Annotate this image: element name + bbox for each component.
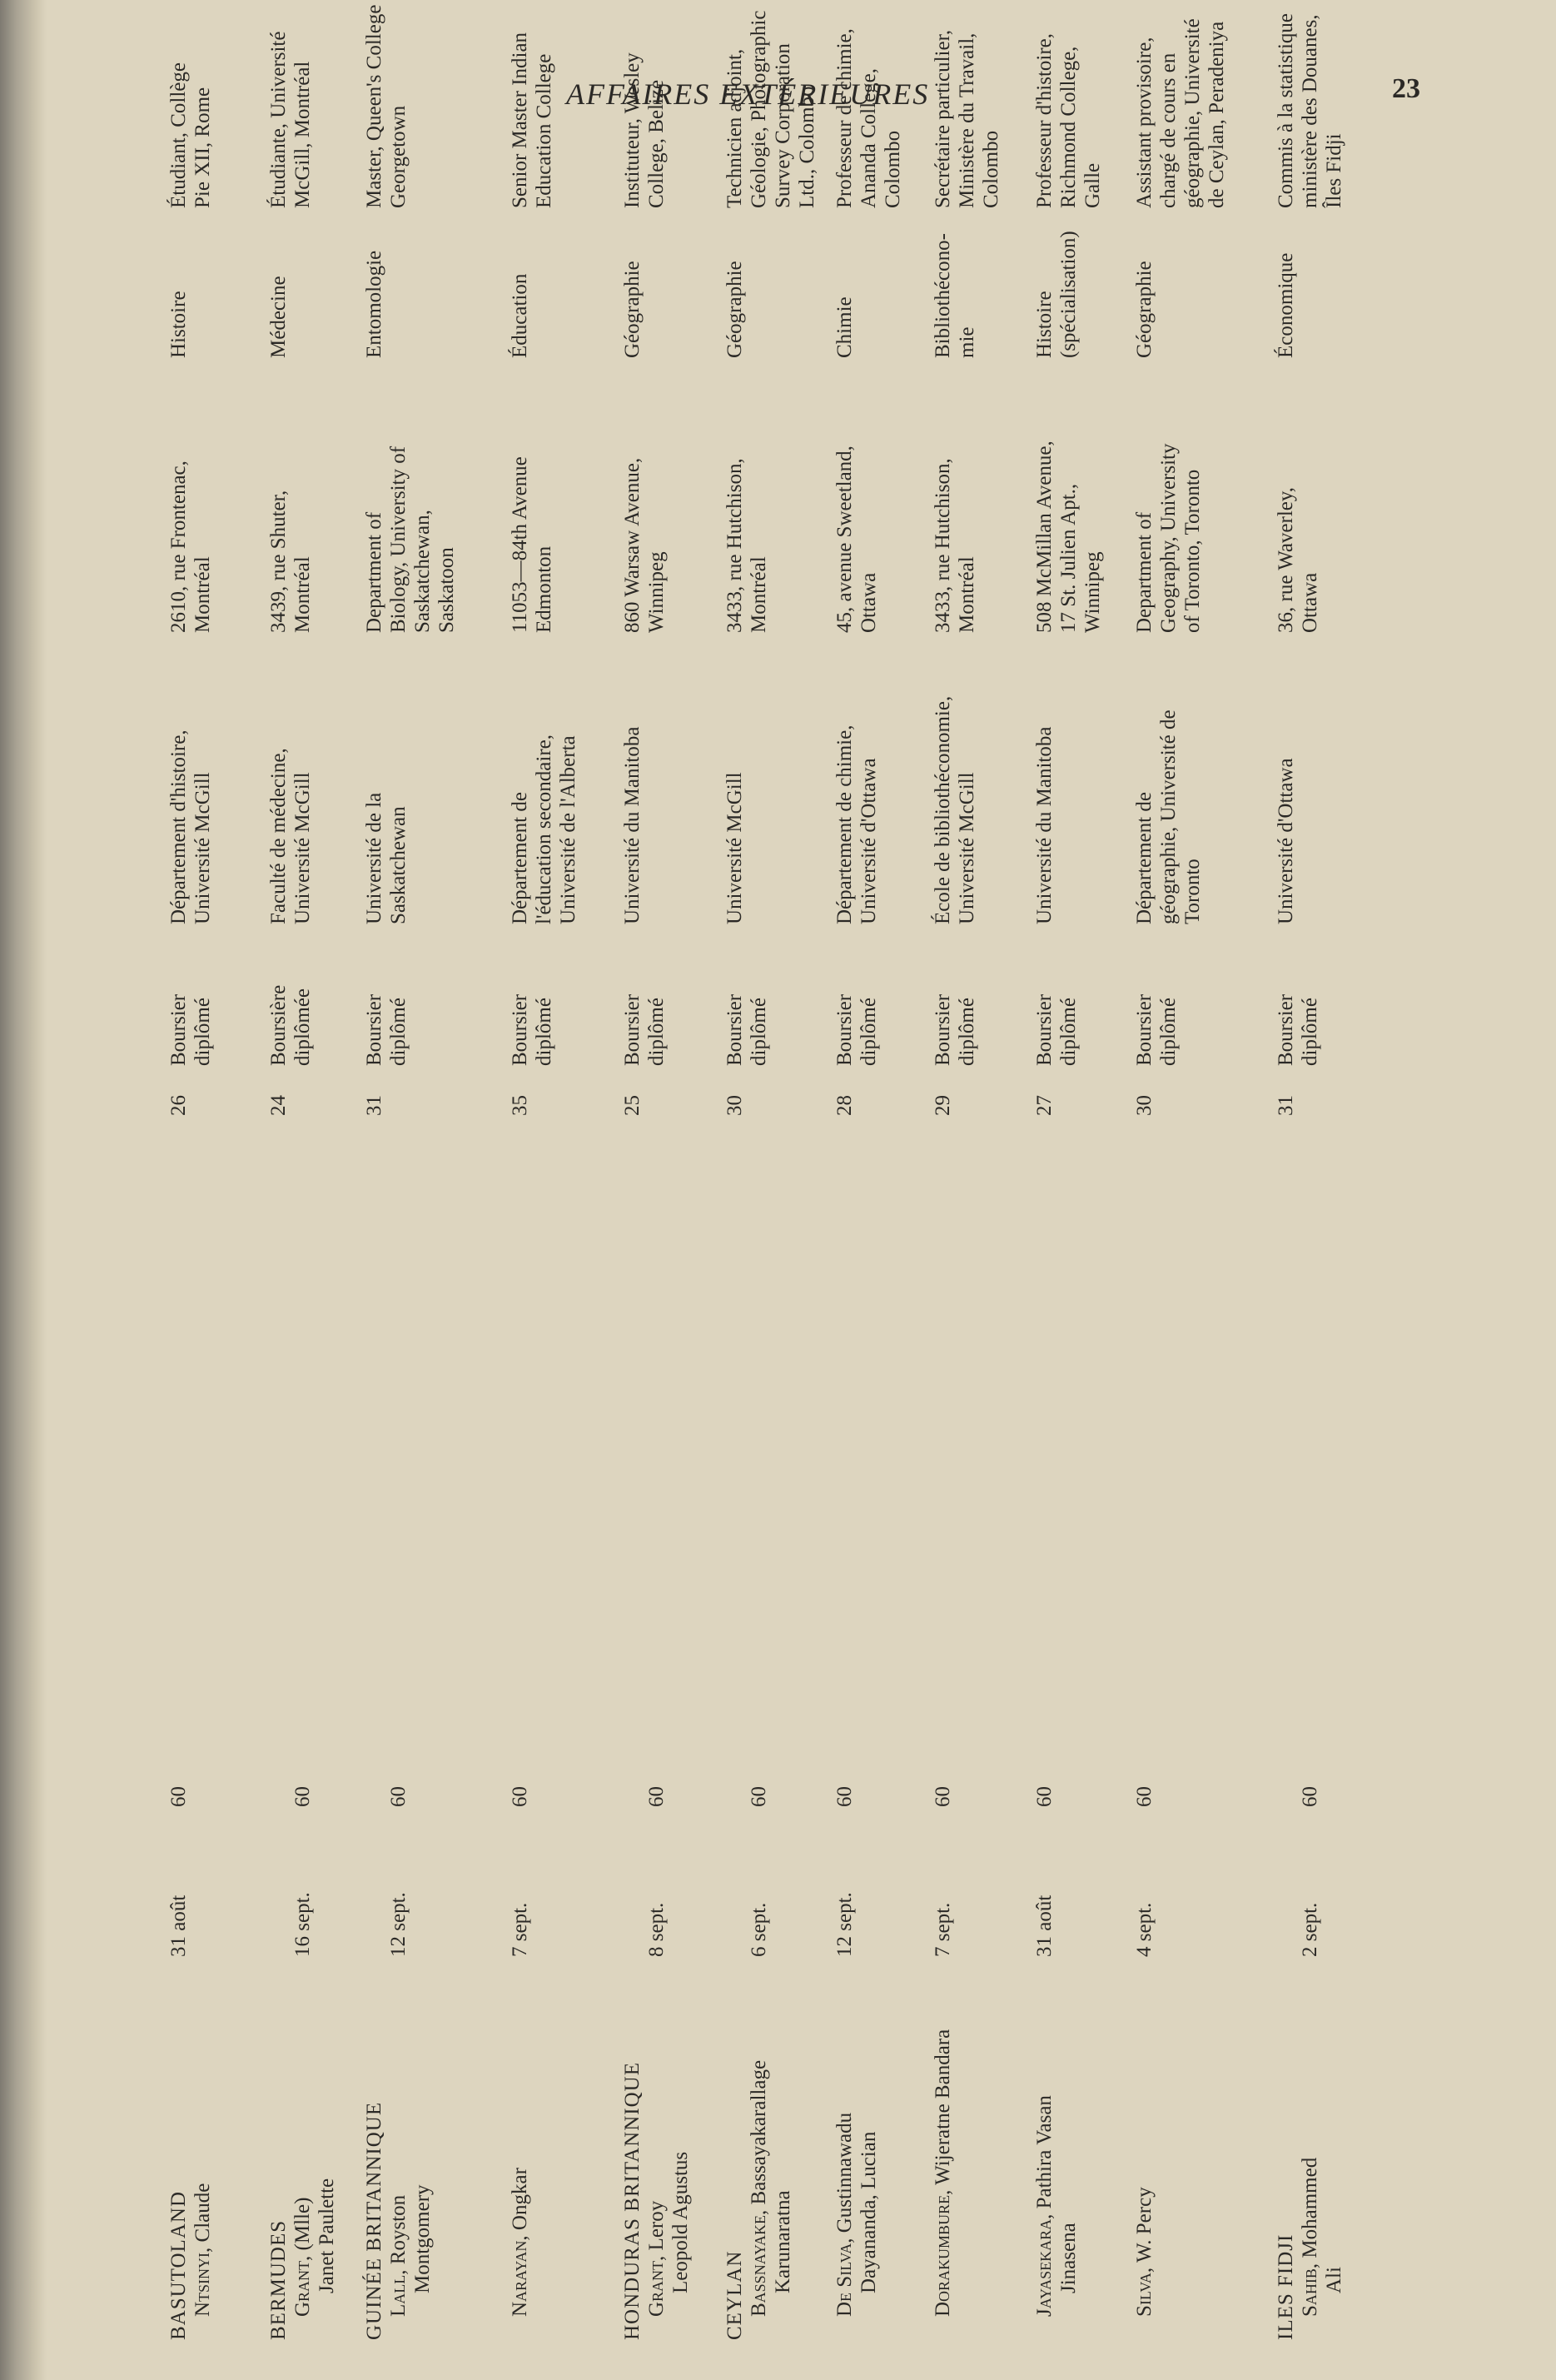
name-line: Narayan, Ongkar bbox=[509, 2168, 531, 2317]
occupation-line: Master, Queen's College bbox=[363, 4, 385, 208]
category bbox=[167, 994, 215, 1066]
category-line: diplômé bbox=[387, 998, 410, 1066]
table-row bbox=[362, 4, 487, 2340]
institution-line: géographie, Université de bbox=[1157, 710, 1180, 924]
category-line: Boursier bbox=[509, 993, 531, 1066]
address-line: 36, rue Waverley, bbox=[1275, 487, 1297, 633]
surname: Silva, bbox=[1133, 2267, 1156, 2317]
institution-line: Université d'Ottawa bbox=[1275, 758, 1297, 924]
field-of-study-line: Géographie bbox=[723, 261, 746, 358]
address-line: Geography, University bbox=[1157, 443, 1180, 633]
category-line: Boursier bbox=[363, 993, 385, 1066]
age: 35 bbox=[509, 1095, 531, 1116]
field-of-study-line: Bibliothécono- bbox=[932, 233, 954, 358]
institution bbox=[1132, 710, 1205, 924]
arrival-date: 16 sept. bbox=[291, 1892, 314, 1957]
duration: 60 bbox=[1299, 1786, 1321, 1807]
address-line: 11053—84th Avenue bbox=[509, 456, 531, 633]
field-of-study bbox=[1132, 261, 1156, 358]
name-line: Janet Paulette bbox=[316, 2178, 338, 2293]
field-of-study-line: mie bbox=[956, 326, 978, 358]
person-name bbox=[386, 2184, 435, 2340]
age: 26 bbox=[167, 1095, 190, 1116]
occupation-line: Education College bbox=[533, 53, 555, 208]
institution bbox=[362, 793, 410, 924]
arrival-date: 8 sept. bbox=[645, 1902, 668, 1957]
occupation bbox=[266, 32, 315, 208]
table-row bbox=[508, 17, 633, 2340]
field-of-study-line: Histoire bbox=[167, 291, 190, 358]
country-heading: ILES FIDJI bbox=[1275, 2233, 1297, 2340]
occupation bbox=[1032, 33, 1105, 208]
address-line: 3439, rue Shuter, bbox=[267, 490, 290, 633]
person-name bbox=[644, 2152, 693, 2340]
address-line: Department of bbox=[1133, 511, 1156, 633]
field-of-study bbox=[723, 261, 747, 358]
arrival-date: 2 sept. bbox=[1299, 1902, 1321, 1957]
category bbox=[723, 994, 771, 1066]
category bbox=[1032, 994, 1081, 1066]
address-line: Ottawa bbox=[1299, 572, 1321, 633]
category-line: Boursier bbox=[167, 993, 190, 1066]
page-number: 23 bbox=[1392, 73, 1420, 104]
age: 30 bbox=[723, 1095, 746, 1116]
country-heading: BERMUDES bbox=[267, 2219, 290, 2340]
name-line: Jinasena bbox=[1057, 2223, 1080, 2293]
address-line: 508 McMillan Avenue, bbox=[1033, 441, 1056, 633]
person-name bbox=[291, 2178, 339, 2340]
address bbox=[362, 446, 459, 633]
occupation-line: College, Belize bbox=[645, 79, 668, 208]
address-line: of Toronto, Toronto bbox=[1181, 469, 1204, 633]
occupation-line: Étudiant, Collège bbox=[167, 62, 190, 208]
name-line: Dorakumbure, Wijeratne Bandara bbox=[932, 2029, 954, 2317]
field-of-study bbox=[508, 274, 532, 358]
surname: Bassnayake, bbox=[748, 2209, 770, 2317]
category-line: diplômé bbox=[1299, 998, 1321, 1066]
institution-line: Université du Manitoba bbox=[1033, 726, 1056, 924]
address-line: 45, avenue Sweetland, bbox=[833, 446, 856, 633]
address-line: Edmonton bbox=[533, 545, 555, 633]
institution-line: École de bibliothéconomie, bbox=[932, 695, 954, 924]
field-of-study-line: Économique bbox=[1275, 252, 1297, 358]
country-heading: BASUTOLAND bbox=[167, 2191, 190, 2340]
occupation-line: Survey Corporation bbox=[772, 43, 794, 208]
category bbox=[508, 994, 556, 1066]
country-heading: HONDURAS BRITANNIQUE bbox=[621, 2062, 644, 2340]
occupation bbox=[833, 28, 905, 208]
category bbox=[931, 994, 979, 1066]
arrival-date: 4 sept. bbox=[1133, 1902, 1156, 1957]
duration: 60 bbox=[932, 1786, 954, 1807]
address bbox=[1274, 487, 1322, 633]
surname: Ntsinyi, bbox=[191, 2247, 214, 2317]
page-binding-edge bbox=[0, 0, 47, 2380]
surname: Sahib, bbox=[1299, 2263, 1321, 2317]
duration: 60 bbox=[645, 1786, 668, 1807]
occupation-line: Étudiante, Université bbox=[267, 31, 290, 208]
person-name bbox=[833, 2113, 881, 2340]
institution-line: l'éducation secondaire, bbox=[533, 734, 555, 924]
surname: Dorakumbure, bbox=[932, 2189, 954, 2317]
arrival-date: 31 août bbox=[167, 1895, 190, 1957]
occupation-line: Galle bbox=[1081, 162, 1104, 208]
institution-line: Département de bbox=[509, 792, 531, 924]
surname: De Silva, bbox=[833, 2238, 856, 2317]
institution bbox=[1032, 727, 1056, 924]
address-line: Saskatchewan, bbox=[411, 510, 434, 633]
name-line: De Silva, Gustinnawadu bbox=[833, 2112, 856, 2317]
name-line: Karunaratna bbox=[772, 2190, 794, 2293]
duration: 60 bbox=[833, 1786, 856, 1807]
address-line: Winnipeg bbox=[1081, 551, 1104, 633]
category-line: Boursier bbox=[723, 993, 746, 1066]
occupation bbox=[508, 32, 556, 208]
occupation-line: de Ceylan, Peradeniya bbox=[1206, 21, 1228, 208]
field-of-study bbox=[266, 276, 291, 358]
category-line: diplômé bbox=[191, 998, 214, 1066]
address-line: 2610, rue Frontenac, bbox=[167, 461, 190, 633]
name-line: Bassnayake, Bassayakarallage bbox=[748, 2059, 770, 2317]
occupation-line: Commis à la statistique bbox=[1275, 12, 1297, 208]
address-line: Department of bbox=[363, 511, 385, 633]
occupation-line: Senior Master Indian bbox=[509, 32, 531, 208]
table-row bbox=[1274, 12, 1399, 2340]
occupation bbox=[931, 30, 1003, 208]
address-line: Montréal bbox=[956, 556, 978, 633]
occupation-line: Ministère du Travail, bbox=[956, 32, 978, 208]
category-line: diplômé bbox=[1057, 998, 1080, 1066]
institution bbox=[266, 748, 315, 924]
address-line: 3433, rue Hutchison, bbox=[723, 458, 746, 633]
country-heading: CEYLAN bbox=[723, 2250, 746, 2340]
occupation bbox=[620, 52, 669, 208]
occupation-line: Georgetown bbox=[387, 105, 410, 208]
field-of-study bbox=[931, 233, 979, 358]
duration: 60 bbox=[509, 1786, 531, 1807]
category-line: diplômé bbox=[748, 998, 770, 1066]
surname: Jayasekara, bbox=[1033, 2213, 1056, 2317]
duration: 60 bbox=[291, 1786, 314, 1807]
address bbox=[167, 461, 215, 633]
occupation-line: Géologie, Photographic bbox=[748, 10, 770, 208]
name-line: Grant, (Mlle) bbox=[291, 2197, 314, 2317]
category-line: diplômé bbox=[956, 998, 978, 1066]
fellowship-table bbox=[167, 4, 1499, 2340]
institution-line: Faculté de médecine, bbox=[267, 748, 290, 924]
institution bbox=[167, 729, 215, 924]
occupation bbox=[1274, 13, 1346, 208]
institution-line: Université d'Ottawa bbox=[858, 758, 880, 924]
address bbox=[620, 458, 669, 633]
arrival-date: 12 sept. bbox=[387, 1892, 410, 1957]
age: 31 bbox=[1275, 1095, 1297, 1116]
category-line: Boursier bbox=[1033, 993, 1056, 1066]
occupation-line: Assistant provisoire, bbox=[1133, 37, 1156, 208]
address-line: Biology, University of bbox=[387, 446, 410, 633]
address bbox=[508, 456, 556, 633]
duration: 60 bbox=[1033, 1786, 1056, 1807]
category-line: Boursier bbox=[833, 993, 856, 1066]
category-line: diplômé bbox=[858, 998, 880, 1066]
category-line: diplômé bbox=[1157, 998, 1180, 1066]
category-line: diplômé bbox=[533, 998, 555, 1066]
institution-line: Département de chimie, bbox=[833, 724, 856, 924]
age: 29 bbox=[932, 1095, 954, 1116]
person-name bbox=[508, 2168, 532, 2340]
address bbox=[723, 458, 771, 633]
arrival-date: 31 août bbox=[1033, 1895, 1056, 1957]
occupation bbox=[723, 11, 819, 208]
name-line: Leopold Agustus bbox=[669, 2151, 692, 2293]
category-line: Boursier bbox=[1133, 993, 1156, 1066]
category-line: diplômée bbox=[291, 988, 314, 1066]
institution bbox=[723, 772, 747, 924]
institution-line: Toronto bbox=[1181, 859, 1204, 924]
name-line: Dayananda, Lucian bbox=[858, 2131, 880, 2293]
institution-line: Université McGill bbox=[956, 772, 978, 924]
address-line: Montréal bbox=[291, 556, 314, 633]
age: 27 bbox=[1033, 1095, 1056, 1116]
occupation-line: Instituteur, Wesley bbox=[621, 52, 644, 208]
institution-line: Université McGill bbox=[191, 772, 214, 924]
occupation-line: Colombo bbox=[980, 130, 1002, 208]
address-line: Ottawa bbox=[858, 572, 880, 633]
address-line: 860 Warsaw Avenue, bbox=[621, 457, 644, 633]
institution-line: Université de la bbox=[363, 792, 385, 924]
address bbox=[833, 446, 881, 633]
address-line: Saskatoon bbox=[435, 547, 458, 633]
arrival-date: 7 sept. bbox=[932, 1902, 954, 1957]
category-line: diplômé bbox=[645, 998, 668, 1066]
name-line: Sahib, Mohammed bbox=[1299, 2157, 1321, 2317]
institution-line: Université de l'Alberta bbox=[557, 735, 579, 924]
address bbox=[1132, 444, 1205, 634]
field-of-study-line: Géographie bbox=[621, 261, 644, 358]
country-heading: GUINÉE BRITANNIQUE bbox=[363, 2101, 385, 2340]
occupation-line: Ltd., Colombo bbox=[796, 86, 818, 208]
surname: Grant, bbox=[291, 2255, 314, 2317]
occupation-line: Technicien adjoint, bbox=[723, 48, 746, 208]
person-name bbox=[931, 2029, 955, 2340]
occupation-line: ministère des Douanes, bbox=[1299, 14, 1321, 208]
category bbox=[620, 994, 669, 1066]
person-name bbox=[1298, 2158, 1346, 2340]
name-line: Lall, Royston bbox=[387, 2194, 410, 2317]
occupation-line: Secrétaire particulier, bbox=[932, 29, 954, 208]
address-line: 3433, rue Hutchison, bbox=[932, 458, 954, 633]
person-name bbox=[1132, 2187, 1156, 2340]
surname: Narayan, bbox=[509, 2235, 531, 2317]
category-line: Boursier bbox=[1275, 993, 1297, 1066]
institution bbox=[508, 734, 580, 924]
age: 28 bbox=[833, 1095, 856, 1116]
occupation bbox=[362, 5, 410, 208]
duration: 60 bbox=[1133, 1786, 1156, 1807]
occupation-line: géographie, Université bbox=[1181, 18, 1204, 208]
arrival-date: 6 sept. bbox=[748, 1902, 770, 1957]
occupation-line: Professeur de chimie, bbox=[833, 28, 856, 208]
field-of-study bbox=[620, 261, 644, 358]
age: 30 bbox=[1133, 1095, 1156, 1116]
field-of-study-line: (spécialisation) bbox=[1057, 231, 1080, 358]
address-line: Winnipeg bbox=[645, 551, 668, 633]
person-name bbox=[1032, 2095, 1081, 2340]
address-line: Montréal bbox=[748, 556, 770, 633]
occupation-line: Pie XII, Rome bbox=[191, 87, 214, 208]
name-line: Silva, W. Percy bbox=[1133, 2187, 1156, 2317]
field-of-study-line: Entomologie bbox=[363, 250, 385, 358]
occupation-line: chargé de cours en bbox=[1157, 52, 1180, 208]
institution bbox=[620, 727, 644, 924]
institution-line: Saskatchewan bbox=[387, 806, 410, 924]
field-of-study-line: Éducation bbox=[509, 273, 531, 358]
name-line: Grant, Leroy bbox=[645, 2200, 668, 2317]
arrival-date: 7 sept. bbox=[509, 1902, 531, 1957]
field-of-study bbox=[167, 291, 191, 358]
person-name bbox=[191, 2183, 215, 2340]
table-row bbox=[1132, 17, 1257, 2340]
institution-line: Département de bbox=[1133, 792, 1156, 924]
field-of-study bbox=[362, 251, 386, 358]
age: 31 bbox=[363, 1095, 385, 1116]
occupation-line: McGill, Montréal bbox=[291, 61, 314, 208]
occupation bbox=[167, 62, 215, 208]
field-of-study bbox=[1274, 253, 1298, 358]
category-line: Boursier bbox=[932, 993, 954, 1066]
category bbox=[1274, 994, 1322, 1066]
institution-line: Université McGill bbox=[291, 772, 314, 924]
category bbox=[1132, 994, 1181, 1066]
address bbox=[931, 458, 979, 633]
category-line: Boursier bbox=[621, 993, 644, 1066]
age: 24 bbox=[267, 1095, 290, 1116]
name-line: Ali bbox=[1323, 2267, 1345, 2293]
institution-line: Université du Manitoba bbox=[621, 726, 644, 924]
duration: 60 bbox=[748, 1786, 770, 1807]
running-header: AFFAIRES EXTÉRIEURES bbox=[566, 77, 930, 111]
age: 25 bbox=[621, 1095, 644, 1116]
institution bbox=[833, 725, 881, 924]
surname: Lall, bbox=[387, 2269, 410, 2317]
occupation bbox=[1132, 18, 1229, 208]
institution bbox=[1274, 758, 1298, 924]
occupation-line: Professeur d'histoire, bbox=[1033, 32, 1056, 208]
duration: 60 bbox=[167, 1786, 190, 1807]
category-line: Boursière bbox=[267, 984, 290, 1066]
field-of-study bbox=[1032, 231, 1081, 358]
occupation-line: Îles Fidji bbox=[1323, 133, 1345, 208]
category bbox=[266, 985, 315, 1066]
field-of-study-line: Médecine bbox=[267, 276, 290, 358]
surname: Grant, bbox=[645, 2255, 668, 2317]
occupation-line: Colombo bbox=[882, 130, 904, 208]
institution bbox=[931, 696, 979, 924]
field-of-study-line: Histoire bbox=[1033, 291, 1056, 358]
name-line: Jayasekara, Pathira Vasan bbox=[1033, 2095, 1056, 2317]
person-name bbox=[747, 2060, 795, 2340]
institution-line: Département d'histoire, bbox=[167, 729, 190, 924]
occupation-line: Ananda College, bbox=[858, 67, 880, 208]
name-line: Ntsinyi, Claude bbox=[191, 2183, 214, 2317]
field-of-study-line: Chimie bbox=[833, 296, 856, 358]
field-of-study bbox=[833, 296, 857, 358]
arrival-date: 12 sept. bbox=[833, 1892, 856, 1957]
occupation-line: Richmond College, bbox=[1057, 46, 1080, 208]
field-of-study-line: Géographie bbox=[1133, 261, 1156, 358]
duration: 60 bbox=[387, 1786, 410, 1807]
name-line: Montgomery bbox=[411, 2184, 434, 2293]
category bbox=[362, 994, 410, 1066]
address-line: Montréal bbox=[191, 556, 214, 633]
table-row bbox=[723, 10, 848, 2340]
address bbox=[266, 490, 315, 633]
address bbox=[1032, 441, 1105, 633]
address-line: 17 St. Julien Apt., bbox=[1057, 483, 1080, 633]
category bbox=[833, 994, 881, 1066]
institution-line: Université McGill bbox=[723, 772, 746, 924]
